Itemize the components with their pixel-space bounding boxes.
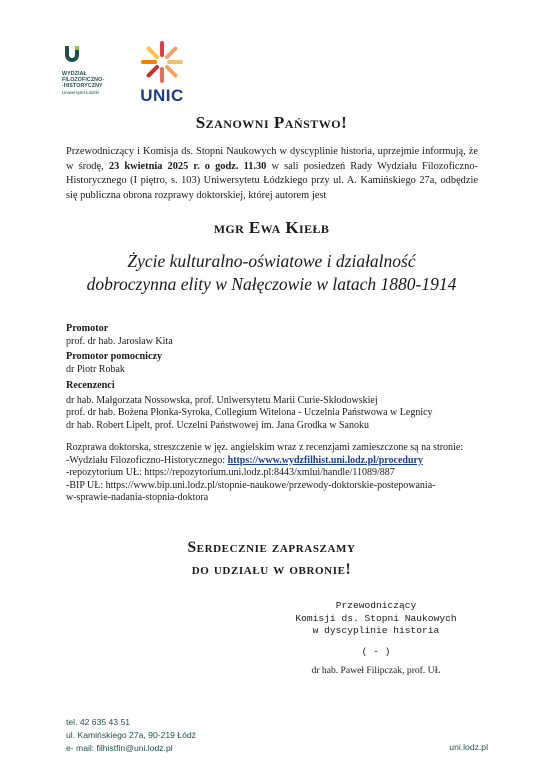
- reviewers-section: [66, 380, 478, 432]
- promoter-name: prof. dr hab. Jarosław Kita: [66, 335, 173, 347]
- faculty-logo-icon: [62, 44, 82, 64]
- promoters-section: [66, 323, 478, 376]
- university-name: Uniwersytet Łódzki: [62, 90, 99, 95]
- thesis-title-line: dobroczynna elity w Nałęczowie w latach 1880-1914: [86, 274, 457, 294]
- faculty-logo: [62, 44, 122, 95]
- faculty-name-line: FILOZOFICZNO-: [62, 77, 105, 83]
- footer-contact: [66, 716, 196, 754]
- bip-line: -BIP UŁ: https://www.bip.uni.lodz.pl/stopnie-naukowe/przewody-doktorskie-postepowania-: [66, 479, 436, 491]
- documents-intro: Rozprawa doktorska, streszczenie w jęz. angielskim wraz z recenzjami zamieszczone są na stronie:: [66, 442, 464, 453]
- promoter-label: Promotor: [66, 323, 109, 334]
- faculty-link-label: -Wydziału Filozoficzno-Historycznego:: [66, 454, 228, 466]
- greeting-heading: Szanowni Państwo!: [195, 113, 348, 132]
- defense-date: 23 kwietnia 2025 r. o godz. 11.30: [108, 160, 267, 172]
- repository-line: -repozytorium UŁ: https://repozytorium.uni.lodz.pl:8443/xmlui/handle/11089/887: [66, 467, 395, 478]
- co-promoter-name: dr Piotr Robak: [66, 363, 125, 375]
- invitation-line: Serdecznie zapraszamy: [187, 539, 356, 556]
- reviewer-item: prof. dr hab. Bożena Płonka-Syroka, Collegium Witelona - Uczelnia Państwowa w Legnicy: [66, 407, 433, 418]
- signature-title-line: w dyscyplinie historia: [312, 625, 440, 637]
- signer-name: dr hab. Paweł Filipczak, prof. UŁ: [311, 665, 441, 676]
- reviewer-item: dr hab. Małgorzata Nossowska, prof. Uniwersytetu Marii Curie-Skłodowskiej: [66, 394, 378, 406]
- intro-text: w sali posiedzeń Rady Wydziału Filozoficzno-Historycznego (I piętro, s. 103) Uniwersytetu Łódzkiego przy ul. A. Kamińskiego 27a, odbędzie się publiczna obrona rozprawy doktorskiej, której autorem jest: [66, 160, 478, 201]
- thesis-title: [0, 250, 543, 296]
- documents-section: [66, 442, 478, 505]
- unic-logo-text: UNIC: [140, 86, 184, 105]
- invitation: [0, 537, 543, 581]
- footer-phone: tel. 42 635 43 51: [66, 717, 131, 727]
- faculty-name-line: -HISTORYCZNY: [62, 83, 103, 89]
- intro-paragraph: [66, 145, 478, 203]
- signature-mark: ( - ): [361, 645, 391, 657]
- reviewers-label: Recenzenci: [66, 380, 115, 391]
- faculty-link-line: [66, 455, 478, 468]
- candidate-name: mgr Ewa Kiełb: [213, 218, 330, 237]
- unic-logo: [138, 40, 186, 105]
- signature-block: [292, 600, 460, 658]
- footer-email: e- mail: filhistfin@uni.lodz.pl: [66, 742, 173, 753]
- bip-line-continued: w-sprawie-nadania-stopnia-doktora: [66, 492, 209, 503]
- faculty-name: [62, 71, 122, 89]
- faculty-procedures-link[interactable]: https://www.wydzfilhist.uni.lodz.pl/procedury: [227, 454, 423, 466]
- footer-address: ul. Kamińskiego 27a, 90-219 Łódź: [66, 729, 196, 740]
- unic-sun-icon: [140, 40, 184, 84]
- invitation-line: do udziału w obronie!: [191, 561, 352, 578]
- signature-title-line: Przewodniczący: [335, 600, 417, 611]
- intro-text: Przewodniczący i Komisja ds. Stopni Naukowych w dyscyplinie historia, uprzejmie informują, że w środę,: [66, 146, 478, 172]
- signature-title-line: Komisji ds. Stopni Naukowych: [295, 612, 457, 624]
- reviewer-item: dr hab. Robert Lipelt, prof. Uczelni Państwowej im. Jana Grodka w Sanoku: [66, 419, 369, 431]
- co-promoter-label: Promotor pomocniczy: [66, 351, 163, 362]
- faculty-name-line: WYDZIAŁ: [62, 71, 87, 77]
- footer-website: uni.lodz.pl: [449, 742, 488, 752]
- thesis-title-line: Życie kulturalno-oświatowe i działalność: [127, 251, 416, 271]
